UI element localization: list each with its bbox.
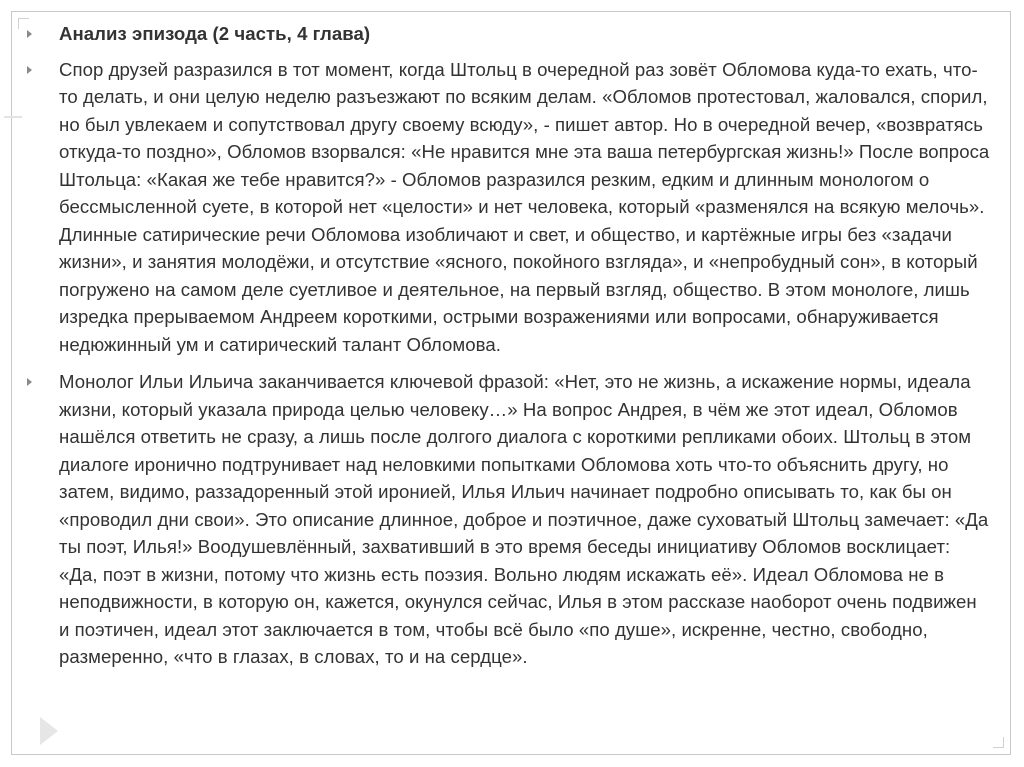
decorative-line <box>4 116 22 128</box>
paragraph-text: Монолог Ильи Ильича заканчивается ключевой фразой: «Нет, это не жизнь, а искажение нормы, идеала жизни, который указала природа целью человеку…» На вопрос Андрея, в чём же этот идеал, Обломов нашёлся ответить не сразу, а лишь после долгого диалога с короткими репликами обоих. Штольц в этом диалоге иронично подтрунивает над неловкими попытками Обломова хоть что-то объяснить другу, но затем, видимо, раззадоренный этой иронией, Илья Ильич начинает подробно описывать то, как бы он «проводил дни свои». Это описание длинное, доброе и поэтичное, даже суховатый Штольц замечает: «Да ты поэт, Илья!» Воодушевлённый, захвативший в это время беседы инициативу Обломов восклицает: «Да, поэт в жизни, потому что жизнь есть поэзия. Вольно людям искажать её». Идеал Обломова не в неподвижности, в которую он, кажется, окунулся сейчас, Илья в этом рассказе наоборот очень подвижен и поэтичен, идеал этот заключается в том, чтобы всё было «по душе», искренне, честно, свободно, размеренно, «что в глазах, в словах, то и на сердце». <box>59 371 989 667</box>
triangle-bullet-icon <box>27 66 32 74</box>
title-text: Анализ эпизода (2 часть, 4 глава) <box>59 23 371 44</box>
decorative-triangle-icon <box>40 717 58 745</box>
triangle-bullet-icon <box>27 378 32 386</box>
paragraph-text: Спор друзей разразился в тот момент, когда Штольц в очередной раз зовёт Обломова куда-то ехать, что-то делать, и они целую неделю разъезжают по всяким делам. «Обломов протестовал, жаловался, спорил, но был увлекаем и сопутствовал другу своему всюду», - пишет автор. Но в очередной вечер, «возвратясь откуда-то поздно», Обломов взорвался: «Не нравится мне эта ваша петербургская жизнь!» После вопроса Штольца: «Какая же тебе нравится?» - Обломов разразился резким, едким и длинным монологом о бессмысленной суете, в которой нет «целости» и нет человека, который «разменялся на всякую мелочь». Длинные сатирические речи Обломова изобличают и свет, и общество, и картёжные игры без «задачи жизни», и занятия молодёжи, и отсутствие «ясного, покойного взгляда», и «непробудный сон», в который погружено на самом деле суетливое и деятельное, на первый взгляд, общество. В этом монологе, лишь изредка прерываемом Андреем короткими, острыми возражениями или вопросами, обнаруживается недюжинный ум и сатирический талант Обломова. <box>59 58 990 355</box>
paragraph-1 <box>26 56 991 359</box>
triangle-bullet-icon <box>27 30 32 38</box>
corner-decoration <box>993 737 1004 748</box>
slide-content <box>26 20 991 677</box>
slide-title <box>26 20 991 48</box>
paragraph-2 <box>26 368 991 671</box>
